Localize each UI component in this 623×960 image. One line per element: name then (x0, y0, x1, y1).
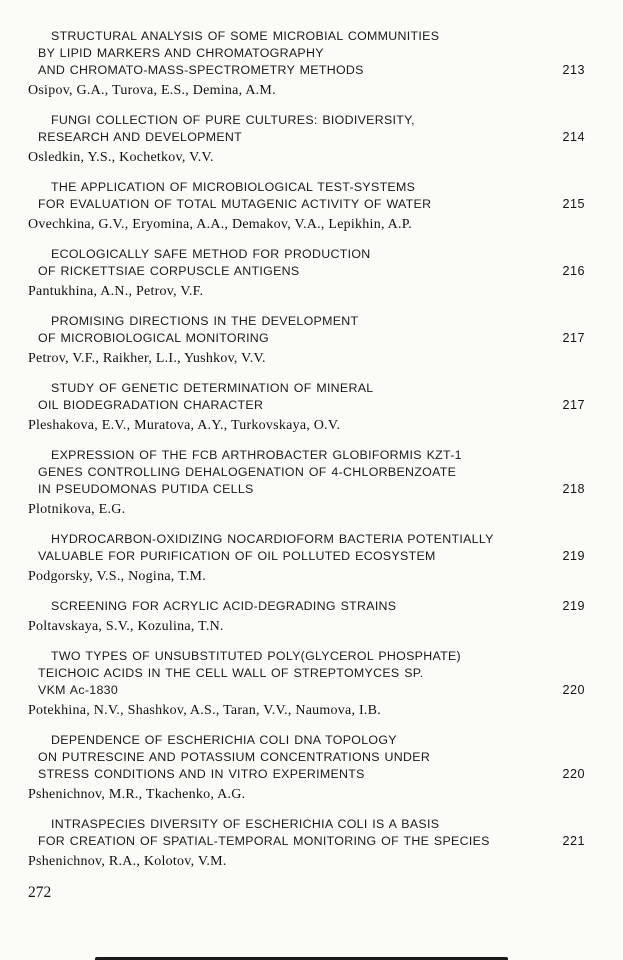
toc-entries (28, 28, 585, 871)
entry-title-line (38, 531, 585, 548)
entry-title-text: OF MICROBIOLOGICAL MONITORING (38, 331, 269, 345)
entry-title-line (38, 246, 585, 263)
entry-title (38, 313, 585, 347)
entry-title-line (38, 598, 585, 615)
entry-title-text: FOR EVALUATION OF TOTAL MUTAGENIC ACTIVITY OF WATER (38, 197, 432, 211)
entry-title-line (38, 732, 585, 749)
entry-title (38, 732, 585, 783)
entry-title-line (38, 648, 585, 665)
entry-title-line (38, 749, 585, 766)
entry-title-line (38, 665, 585, 682)
entry-title-text: RESEARCH AND DEVELOPMENT (38, 130, 243, 144)
entry-title-text: STRESS CONDITIONS AND IN VITRO EXPERIMENTS (38, 767, 365, 781)
toc-entry (28, 732, 585, 804)
entry-title-text: BY LIPID MARKERS AND CHROMATOGRAPHY (38, 46, 324, 60)
entry-title-text: GENES CONTROLLING DEHALOGENATION OF 4-CHLORBENZOATE (38, 465, 457, 479)
entry-page-number: 219 (562, 599, 585, 613)
toc-entry (28, 313, 585, 368)
entry-page-number: 217 (562, 398, 585, 412)
toc-entry (28, 598, 585, 636)
entry-title-line (38, 833, 585, 850)
entry-title-text: STUDY OF GENETIC DETERMINATION OF MINERAL (51, 381, 374, 395)
entry-title-text: HYDROCARBON-OXIDIZING NOCARDIOFORM BACTERIA POTENTIALLY (51, 532, 494, 546)
entry-title-line (38, 682, 585, 699)
entry-page-number: 220 (562, 767, 585, 781)
entry-title (38, 179, 585, 213)
entry-title-text: OF RICKETTSIAE CORPUSCLE ANTIGENS (38, 264, 300, 278)
entry-title-text: OIL BIODEGRADATION CHARACTER (38, 398, 264, 412)
entry-title-text: INTRASPECIES DIVERSITY OF ESCHERICHIA COLI IS A BASIS (51, 817, 440, 831)
entry-title (38, 531, 585, 565)
entry-title-text: AND CHROMATO-MASS-SPECTROMETRY METHODS (38, 63, 364, 77)
entry-title (38, 380, 585, 414)
entry-title (38, 648, 585, 699)
entry-title-line (38, 464, 585, 481)
entry-title-line (38, 816, 585, 833)
entry-title-text: EXPRESSION OF THE FCB ARTHROBACTER GLOBIFORMIS KZT-1 (51, 448, 462, 462)
entry-page-number: 215 (562, 197, 585, 211)
entry-title-line (38, 447, 585, 464)
entry-title-line (38, 196, 585, 213)
entry-title-text: VALUABLE FOR PURIFICATION OF OIL POLLUTED ECOSYSTEM (38, 549, 436, 563)
entry-page-number: 217 (562, 331, 585, 345)
entry-title-line (38, 313, 585, 330)
entry-title (38, 112, 585, 146)
entry-authors: Ovechkina, G.V., Eryomina, A.A., Demakov, V.A., Lepikhin, A.P. (28, 217, 413, 232)
entry-title-text: PROMISING DIRECTIONS IN THE DEVELOPMENT (51, 314, 359, 328)
entry-title-text: ON PUTRESCINE AND POTASSIUM CONCENTRATIONS UNDER (38, 750, 431, 764)
toc-entry (28, 531, 585, 586)
entry-title-line (38, 45, 585, 62)
entry-title-line (38, 766, 585, 783)
entry-title-text: STRUCTURAL ANALYSIS OF SOME MICROBIAL COMMUNITIES (51, 29, 440, 43)
entry-title (38, 246, 585, 280)
entry-title (38, 816, 585, 850)
entry-title (38, 28, 585, 79)
entry-authors: Pshenichnov, R.A., Kolotov, V.M. (28, 854, 227, 869)
entry-title-line (38, 481, 585, 498)
entry-title-line (38, 397, 585, 414)
entry-authors: Potekhina, N.V., Shashkov, A.S., Taran, V.V., Naumova, I.B. (28, 703, 382, 718)
entry-title-text: VKM Ac-1830 (38, 683, 119, 697)
entry-authors: Osledkin, Y.S., Kochetkov, V.V. (28, 150, 214, 165)
entry-page-number: 214 (562, 130, 585, 144)
entry-authors: Plotnikova, E.G. (28, 502, 126, 517)
entry-title-text: THE APPLICATION OF MICROBIOLOGICAL TEST-SYSTEMS (51, 180, 416, 194)
entry-authors: Pleshakova, E.V., Muratova, A.Y., Turkovskaya, O.V. (28, 418, 341, 433)
entry-page-number: 220 (562, 683, 585, 697)
toc-entry (28, 380, 585, 435)
entry-title-text: TWO TYPES OF UNSUBSTITUTED POLY(GLYCEROL PHOSPHATE) (51, 649, 461, 663)
entry-title (38, 447, 585, 498)
entry-title-line (38, 380, 585, 397)
entry-title-line (38, 263, 585, 280)
toc-entry (28, 179, 585, 234)
entry-title (38, 598, 585, 615)
entry-title-text: TEICHOIC ACIDS IN THE CELL WALL OF STREPTOMYCES SP. (38, 666, 424, 680)
entry-page-number: 213 (562, 63, 585, 77)
entry-title-line (38, 112, 585, 129)
entry-page-number: 221 (562, 834, 585, 848)
entry-title-line (38, 330, 585, 347)
toc-entry (28, 648, 585, 720)
entry-title-line (38, 62, 585, 79)
entry-authors: Poltavskaya, S.V., Kozulina, T.N. (28, 619, 224, 634)
entry-title-text: FUNGI COLLECTION OF PURE CULTURES: BIODIVERSITY, (51, 113, 415, 127)
entry-title-text: SCREENING FOR ACRYLIC ACID-DEGRADING STRAINS (51, 599, 397, 613)
entry-title-text: FOR CREATION OF SPATIAL-TEMPORAL MONITORING OF THE SPECIES (38, 834, 490, 848)
toc-entry (28, 447, 585, 519)
entry-title-line (38, 28, 585, 45)
entry-authors: Osipov, G.A., Turova, E.S., Demina, A.M. (28, 83, 276, 98)
entry-authors: Petrov, V.F., Raikher, L.I., Yushkov, V.V. (28, 351, 266, 366)
entry-title-text: ECOLOGICALLY SAFE METHOD FOR PRODUCTION (51, 247, 371, 261)
toc-entry (28, 816, 585, 871)
entry-title-text: DEPENDENCE OF ESCHERICHIA COLI DNA TOPOLOGY (51, 733, 397, 747)
entry-title-line (38, 129, 585, 146)
toc-entry (28, 246, 585, 301)
entry-title-line (38, 179, 585, 196)
entry-authors: Pantukhina, A.N., Petrov, V.F. (28, 284, 204, 299)
entry-authors: Podgorsky, V.S., Nogina, T.M. (28, 569, 206, 584)
page-number-footer: 272 (28, 884, 52, 901)
toc-entry (28, 28, 585, 100)
entry-page-number: 216 (562, 264, 585, 278)
entry-authors: Pshenichnov, M.R., Tkachenko, A.G. (28, 787, 246, 802)
entry-page-number: 218 (562, 482, 585, 496)
entry-page-number: 219 (562, 549, 585, 563)
entry-title-line (38, 548, 585, 565)
entry-title-text: IN PSEUDOMONAS PUTIDA CELLS (38, 482, 254, 496)
toc-entry (28, 112, 585, 167)
